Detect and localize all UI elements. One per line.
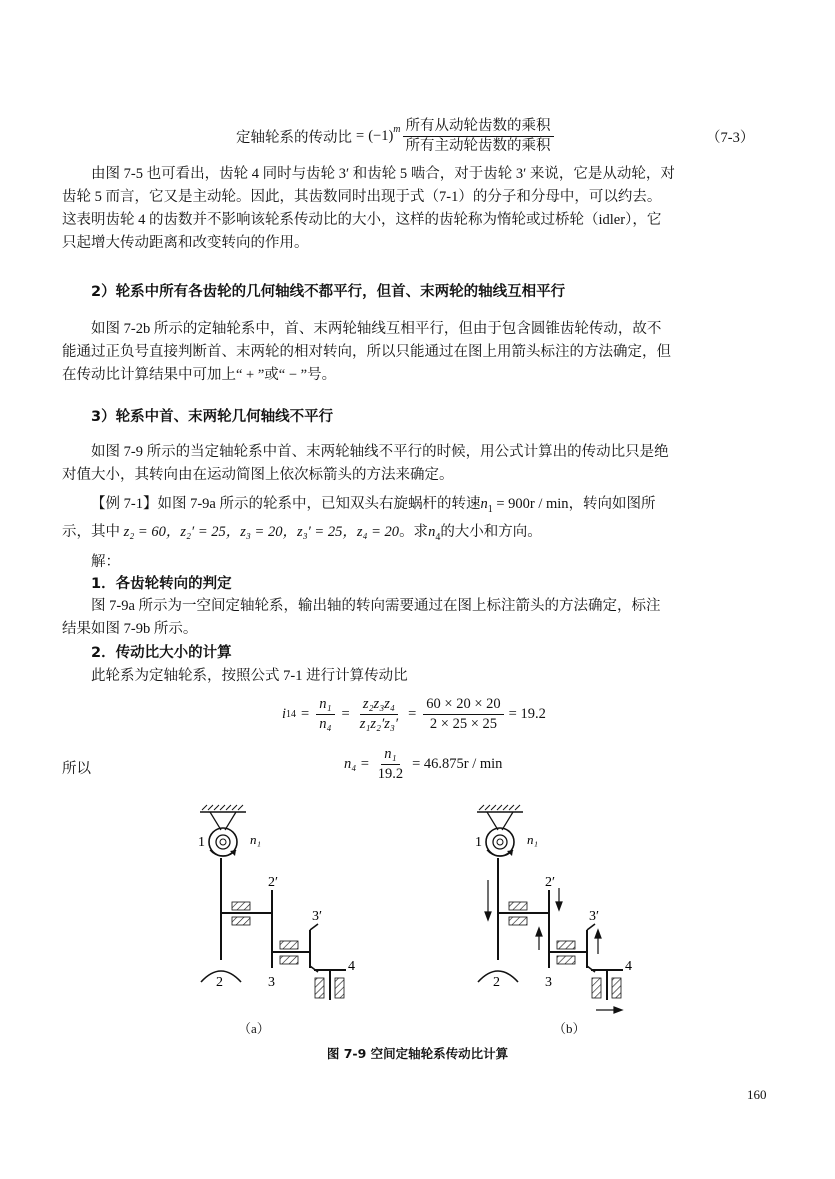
label-n1: n₁: [250, 832, 262, 847]
speed-symbol: n: [480, 496, 488, 512]
fraction-numerator: n₁: [381, 746, 399, 765]
fraction-denominator: n₄: [319, 716, 332, 732]
speed-subscript: 1: [487, 503, 493, 515]
equation-i14: i 14 = $\frac{\text{n₁}}{\text{n₄}}$ = $\frac{\text{z₂z₃z₄}}{\text{z₁z₂′z₃′}}$ = $\frac{60 \times 20 \times 20}{2 \times 25 \times 25}$ = 19.2: [282, 696, 546, 732]
paragraph-line: 对值大小，其转向由在运动简图上依次标箭头的方法来确定。: [62, 467, 454, 483]
formula-7-3: 定轴轮系的传动比 = (−1) $^m$ $\frac{\text{所有从动轮齿数的乘积}}{\text{所有主动轮齿数的乘积}}$: [236, 118, 556, 155]
n4-lhs: n₄ =: [344, 756, 370, 772]
i14-result: = 19.2: [508, 706, 546, 722]
step-2-title: 2．传动比大小的计算: [91, 645, 232, 661]
label-3p: 3′: [312, 909, 323, 924]
paragraph-line: 结果如图 7-9b 所示。: [62, 621, 198, 637]
subfigure-label-b: （b）: [553, 1021, 586, 1036]
label-1: 1: [475, 835, 482, 850]
fraction-numerator: z₂z₃z₄: [360, 696, 398, 715]
label-3p: 3′: [589, 909, 600, 924]
example-line-2: [62, 521, 772, 549]
equation-n4: [344, 746, 502, 783]
label-3: 3: [268, 975, 275, 990]
section-heading-3: 3）轮系中首、末两轮几何轴线不平行: [91, 409, 334, 425]
n4-result: = 46.875r / min: [412, 756, 503, 772]
fraction-n4: [375, 746, 406, 783]
example-text: ，转向如图所: [568, 496, 656, 512]
fraction-denominator: 19.2: [377, 766, 404, 782]
paragraph-line: 只起增大传动距离和改变转向的作用。: [62, 235, 309, 251]
solution-label: 解：: [91, 554, 120, 570]
paragraph-line: 图 7-9a 所示为一空间定轴轮系，输出轴的转向需要通过在图上标注箭头的方法确定，标注: [91, 598, 661, 614]
so-label: 所以: [62, 761, 91, 777]
formula-sign: (−1): [368, 128, 394, 144]
formula-numerator: 所有从动轮齿数的乘积: [403, 118, 554, 137]
label-2p: 2′: [268, 875, 279, 890]
direction-arrows: [485, 880, 622, 1013]
example-7-1: [62, 493, 772, 549]
label-2: 2: [216, 975, 223, 990]
n4-symbol: n: [428, 523, 436, 540]
diagram-b: [475, 805, 632, 1013]
label-3: 3: [545, 975, 552, 990]
step-2-text: 此轮系为定轴轮系，按照公式 7-1 进行计算传动比: [91, 668, 408, 684]
subfigure-label-a: （a）: [238, 1021, 270, 1036]
paragraph-bevel: [62, 318, 772, 387]
label-2: 2: [493, 975, 500, 990]
paragraph-line: 如图 7-9 所示的当定轴轮系中首、末两轮轴线不平行的时候，用公式计算出的传动比只是绝: [91, 444, 669, 460]
fraction-numerator: n₁: [316, 696, 334, 715]
fraction-denominator: z₁z₂′z₃′: [359, 716, 399, 732]
example-text: 。求: [399, 523, 429, 540]
example-text: 【例 7-1】如图 7-9a 所示的轮系中，已知双头右旋蜗杆的转速: [91, 496, 481, 512]
fraction-numerator: 60 × 20 × 20: [423, 696, 503, 715]
paragraph-nonparallel: [62, 441, 772, 487]
example-text: 的大小和方向。: [440, 523, 542, 540]
section-heading-2: 2）轮系中所有各齿轮的几何轴线不都平行，但首、末两轮的轴线互相平行: [91, 284, 566, 300]
figure-caption: 图 7-9 空间定轴轮系传动比计算: [326, 1046, 509, 1061]
formula-lhs: 定轴轮系的传动比: [236, 130, 352, 146]
i14-subscript: 14: [286, 709, 297, 720]
fraction-denominator: 2 × 25 × 25: [429, 716, 498, 732]
paragraph-line: 由图 7-5 也可看出，齿轮 4 同时与齿轮 3′ 和齿轮 5 啮合，对于齿轮 3′ 来说，它是从动轮，对: [91, 166, 675, 182]
label-4: 4: [348, 959, 355, 974]
label-n1: n₁: [527, 832, 539, 847]
example-line-1: [62, 493, 772, 521]
label-4: 4: [625, 959, 632, 974]
fraction-teeth: [357, 696, 401, 733]
paragraph-idler: [62, 163, 772, 255]
teeth-values: z₂ = 60，z₂′ = 25，z₃ = 20，z₃′ = 25，z₄ = 20: [123, 523, 400, 540]
paragraph-line: 如图 7-2b 所示的定轴轮系中，首、末两轮轴线互相平行，但由于包含圆锥齿轮传动，故不: [91, 321, 662, 337]
fraction-numbers: [423, 696, 503, 733]
diagram-a: [198, 805, 355, 1000]
example-text: 示，其中: [62, 523, 120, 540]
step-1-title: 1．各齿轮转向的判定: [91, 576, 232, 592]
formula-denominator: 所有主动轮齿数的乘积: [405, 138, 551, 154]
formula-fraction: [403, 118, 554, 155]
n4-subscript: 4: [435, 531, 441, 543]
paragraph-line: 在传动比计算结果中可加上“ + ”或“ − ”号。: [62, 367, 337, 383]
label-1: 1: [198, 835, 205, 850]
paragraph-line: 能通过正负号直接判断首、末两轮的相对转向，所以只能通过在图上用箭头标注的方法确定，但: [62, 344, 671, 360]
formula-number: （7-3）: [706, 130, 755, 146]
i14-symbol: i: [282, 706, 287, 722]
paragraph-line: 齿轮 5 而言，它又是主动轮。因此，其齿数同时出现于式（7-1）的分子和分母中，可以约去。: [62, 189, 662, 205]
paragraph-line: 这表明齿轮 4 的齿数并不影响该轮系传动比的大小，这样的齿轮称为惰轮或过桥轮（idler），它: [62, 212, 662, 228]
fraction-speed: [316, 696, 334, 733]
gear-train-figure: [0, 800, 835, 1040]
page-number: 160: [747, 1087, 767, 1102]
step-1-text: [62, 595, 772, 641]
formula-exponent: m: [393, 124, 401, 135]
label-2p: 2′: [545, 875, 556, 890]
speed-value: = 900r / min: [492, 496, 569, 512]
